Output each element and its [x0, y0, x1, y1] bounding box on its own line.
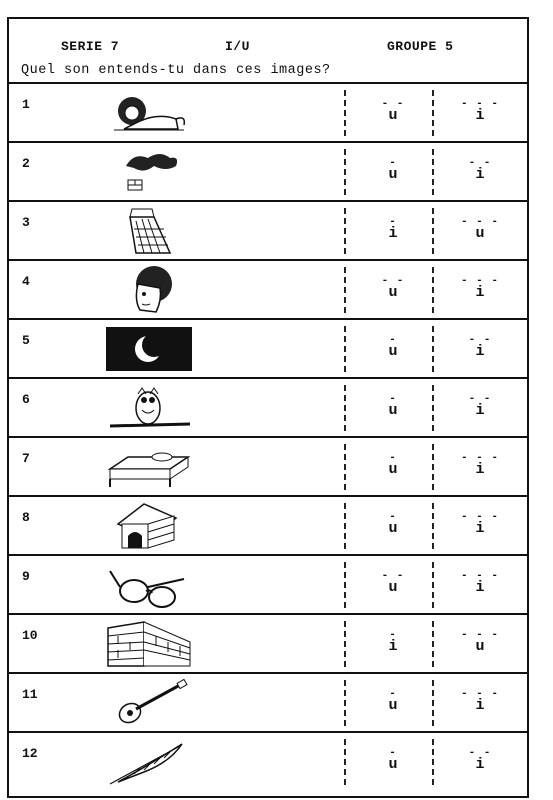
- lion-icon: [104, 89, 194, 137]
- exercise-row-6: [9, 377, 527, 436]
- row-number: 5: [22, 333, 30, 348]
- row-number: 2: [22, 156, 30, 171]
- exercise-row-11: [9, 672, 527, 731]
- smoke-icon: [104, 148, 194, 196]
- syllable-marks: -: [389, 688, 397, 700]
- answer-choice-left[interactable]: [373, 452, 413, 478]
- dashed-divider: [432, 621, 434, 667]
- choice-letter: u: [388, 166, 398, 183]
- syllable-marks: - - -: [460, 688, 499, 700]
- skirt-icon: [104, 207, 194, 255]
- syllable-marks: -: [389, 511, 397, 523]
- answer-choice-right[interactable]: [460, 157, 500, 183]
- dashed-divider: [344, 90, 346, 136]
- syllable-marks: -: [389, 393, 397, 405]
- answer-choice-left[interactable]: [373, 629, 413, 655]
- answer-choice-left[interactable]: [373, 275, 413, 301]
- choice-letter: u: [475, 638, 485, 655]
- exercise-row-3: [9, 200, 527, 259]
- answer-choice-left[interactable]: [373, 511, 413, 537]
- answer-choice-left[interactable]: [373, 216, 413, 242]
- dashed-divider: [344, 739, 346, 785]
- dashed-divider: [432, 267, 434, 313]
- exercise-row-10: [9, 613, 527, 672]
- choice-letter: i: [475, 402, 485, 419]
- choice-letter: i: [388, 638, 398, 655]
- exercise-row-1: [9, 82, 527, 141]
- choice-letter: u: [388, 402, 398, 419]
- answer-choice-left[interactable]: [373, 570, 413, 596]
- dashed-divider: [344, 208, 346, 254]
- bed-icon: [104, 443, 194, 491]
- dashed-divider: [344, 385, 346, 431]
- row-number: 6: [22, 392, 30, 407]
- syllable-marks: - - -: [460, 511, 499, 523]
- exercise-row-8: [9, 495, 527, 554]
- answer-choice-right[interactable]: [460, 452, 500, 478]
- answer-choice-left[interactable]: [373, 334, 413, 360]
- group-title: GROUPE 5: [387, 39, 454, 54]
- dashed-divider: [432, 444, 434, 490]
- glasses-icon: [104, 561, 194, 609]
- syllable-marks: - -: [468, 334, 492, 346]
- choice-letter: u: [388, 756, 398, 773]
- dashed-divider: [344, 621, 346, 667]
- answer-choice-right[interactable]: [460, 216, 500, 242]
- dashed-divider: [432, 208, 434, 254]
- choice-letter: i: [475, 579, 485, 596]
- choice-letter: i: [475, 166, 485, 183]
- row-number: 12: [22, 746, 38, 761]
- choice-letter: u: [388, 284, 398, 301]
- answer-choice-left[interactable]: [373, 747, 413, 773]
- syllable-marks: -: [389, 452, 397, 464]
- syllable-marks: -: [389, 747, 397, 759]
- choice-letter: i: [475, 520, 485, 537]
- guitar-icon: [104, 679, 194, 727]
- syllable-marks: - - -: [460, 275, 499, 287]
- syllable-marks: -: [389, 334, 397, 346]
- choice-letter: i: [475, 756, 485, 773]
- owl-icon: [104, 384, 194, 432]
- syllable-marks: - - -: [460, 98, 499, 110]
- syllable-marks: - - -: [460, 629, 499, 641]
- choice-letter: u: [388, 107, 398, 124]
- choice-letter: i: [475, 107, 485, 124]
- dashed-divider: [432, 326, 434, 372]
- hair-icon: [104, 266, 194, 314]
- choice-letter: u: [388, 520, 398, 537]
- choice-letter: i: [475, 461, 485, 478]
- dashed-divider: [344, 680, 346, 726]
- exercise-row-12: [9, 731, 527, 790]
- dashed-divider: [344, 267, 346, 313]
- dashed-divider: [432, 503, 434, 549]
- choice-letter: i: [475, 697, 485, 714]
- choice-letter: u: [388, 343, 398, 360]
- feather-icon: [104, 738, 194, 786]
- syllable-marks: - - -: [460, 452, 499, 464]
- dashed-divider: [344, 562, 346, 608]
- syllable-marks: - -: [381, 570, 405, 582]
- series-title: SERIE 7: [61, 39, 120, 54]
- choice-letter: u: [388, 461, 398, 478]
- moon-night-icon: [104, 325, 194, 373]
- answer-choice-right[interactable]: [460, 629, 500, 655]
- dashed-divider: [344, 326, 346, 372]
- row-number: 9: [22, 569, 30, 584]
- syllable-marks: - -: [468, 393, 492, 405]
- answer-choice-right[interactable]: [460, 334, 500, 360]
- row-number: 8: [22, 510, 30, 525]
- answer-choice-right[interactable]: [460, 98, 500, 124]
- row-number: 7: [22, 451, 30, 466]
- dashed-divider: [432, 149, 434, 195]
- answer-choice-left[interactable]: [373, 393, 413, 419]
- dashed-divider: [344, 503, 346, 549]
- choice-letter: i: [475, 284, 485, 301]
- exercise-row-4: [9, 259, 527, 318]
- answer-choice-left[interactable]: [373, 98, 413, 124]
- dashed-divider: [344, 444, 346, 490]
- dashed-divider: [344, 149, 346, 195]
- choice-letter: u: [388, 697, 398, 714]
- question-text: Quel son entends-tu dans ces images?: [21, 63, 331, 78]
- answer-choice-right[interactable]: [460, 511, 500, 537]
- row-number: 4: [22, 274, 30, 289]
- dashed-divider: [432, 385, 434, 431]
- answer-choice-right[interactable]: [460, 570, 500, 596]
- syllable-marks: - - -: [460, 216, 499, 228]
- worksheet-header: [9, 19, 527, 82]
- row-number: 10: [22, 628, 38, 643]
- syllable-marks: -: [389, 629, 397, 641]
- answer-choice-right[interactable]: [460, 747, 500, 773]
- exercise-row-2: [9, 141, 527, 200]
- syllable-marks: - -: [381, 275, 405, 287]
- row-number: 1: [22, 97, 30, 112]
- syllable-marks: -: [389, 216, 397, 228]
- dashed-divider: [432, 562, 434, 608]
- exercise-row-9: [9, 554, 527, 613]
- answer-choice-left[interactable]: [373, 688, 413, 714]
- choice-letter: u: [388, 579, 398, 596]
- syllable-marks: -: [389, 157, 397, 169]
- row-number: 11: [22, 687, 38, 702]
- sound-title: I/U: [225, 39, 250, 54]
- answer-choice-right[interactable]: [460, 393, 500, 419]
- answer-choice-left[interactable]: [373, 157, 413, 183]
- dashed-divider: [432, 739, 434, 785]
- choice-letter: i: [388, 225, 398, 242]
- row-number: 3: [22, 215, 30, 230]
- syllable-marks: - -: [468, 157, 492, 169]
- dashed-divider: [432, 680, 434, 726]
- wall-icon: [104, 620, 194, 668]
- dashed-divider: [432, 90, 434, 136]
- answer-choice-right[interactable]: [460, 688, 500, 714]
- choice-letter: u: [475, 225, 485, 242]
- exercise-rows: [9, 82, 527, 790]
- exercise-row-5: [9, 318, 527, 377]
- syllable-marks: - -: [468, 747, 492, 759]
- syllable-marks: - - -: [460, 570, 499, 582]
- choice-letter: i: [475, 343, 485, 360]
- exercise-row-7: [9, 436, 527, 495]
- worksheet: [7, 17, 529, 798]
- syllable-marks: - -: [381, 98, 405, 110]
- answer-choice-right[interactable]: [460, 275, 500, 301]
- doghouse-icon: [104, 502, 194, 550]
